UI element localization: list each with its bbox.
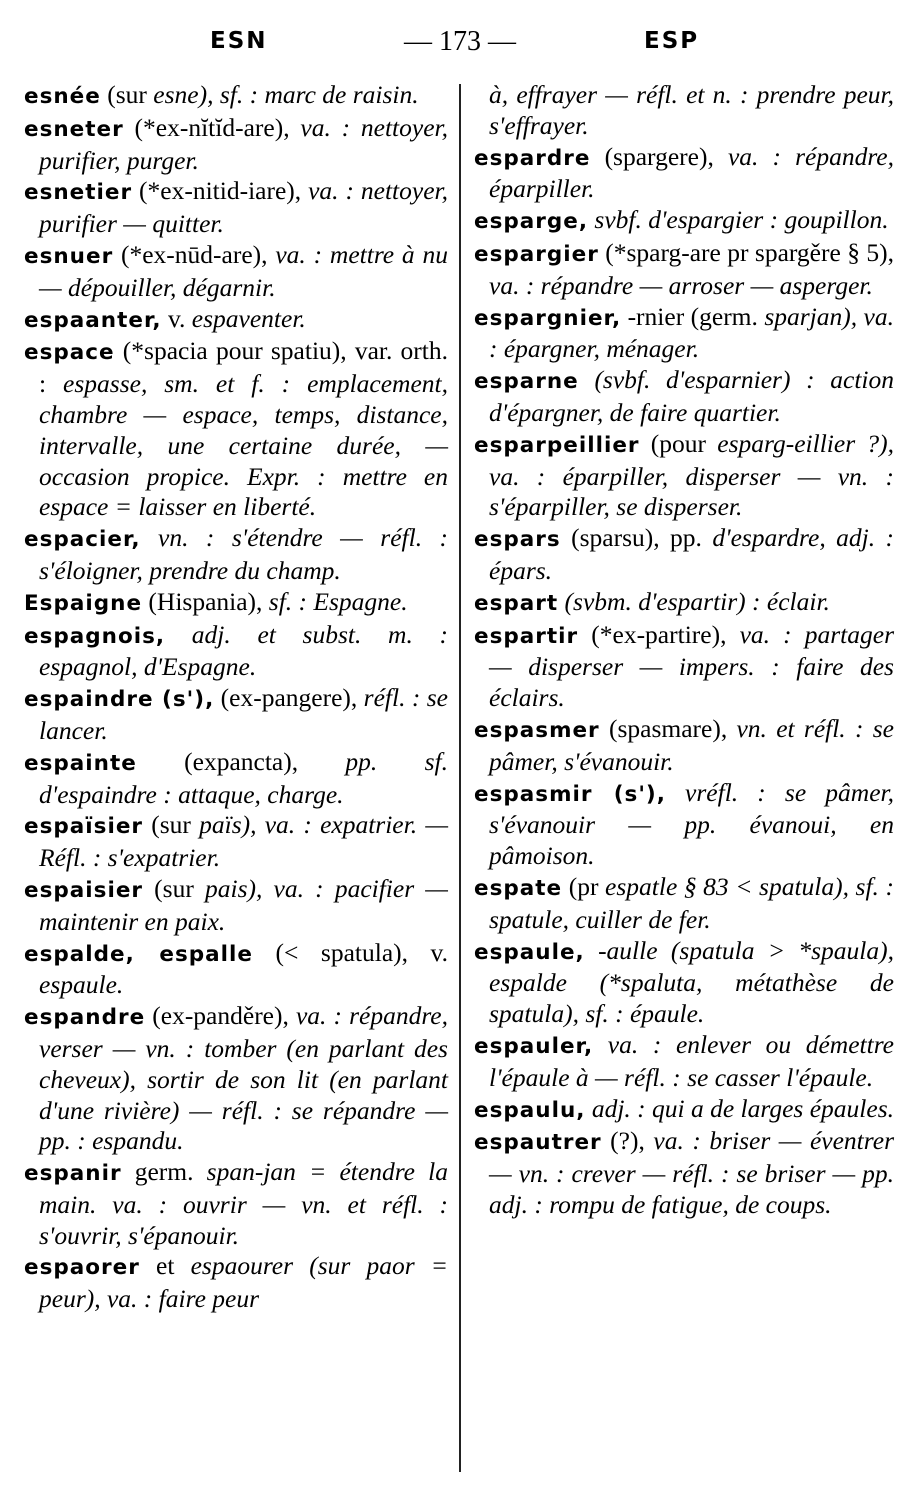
entry-definition: sparjan), va. : épargner, ménager.: [489, 301, 894, 364]
entry-headword: espaanter,: [24, 307, 162, 333]
entry-etymology: (Hispania),: [142, 586, 269, 616]
entry-definition: espasse, sm. et f. : emplacement, chambre — espace, temps, distance, intervalle, une certaine durée, — occasion propice. Expr. : mettre en espace = laisser en liberté.: [39, 369, 448, 522]
entry-definition: va. : partager — disperser — impers. : faire des éclairs.: [489, 619, 894, 713]
entry-etymology: [585, 936, 598, 965]
entry-headword: espartir: [474, 623, 579, 649]
entry-etymology: (spargere),: [590, 141, 728, 171]
dictionary-entry: [24, 80, 448, 113]
entry-definition: esparg-eillier ?), va. : éparpiller, disperser — vn. : s'éparpiller, se disperser.: [489, 428, 894, 522]
entry-headword: espaulu,: [474, 1097, 586, 1123]
entry-etymology: (spasmare),: [599, 713, 737, 743]
entry-headword: esnuer: [24, 243, 114, 269]
dictionary-entry: [24, 1157, 448, 1251]
dictionary-entry: [24, 683, 448, 747]
entry-etymology: [141, 523, 158, 552]
dictionary-entry: [24, 1251, 448, 1315]
entry-headword: espaule,: [474, 939, 585, 965]
dictionary-entry: [24, 304, 448, 337]
dictionary-entry: [474, 365, 894, 429]
dictionary-entry: [474, 1094, 894, 1127]
guide-word-left: ESN: [210, 28, 268, 54]
entry-etymology: (*ex-nūd-are),: [113, 239, 276, 269]
dictionary-entry: [474, 936, 894, 1030]
entry-headword: espasmir (s'),: [474, 781, 666, 807]
entry-etymology: (sur: [100, 80, 154, 109]
entry-etymology: (*ex-nĭtĭd-are),: [123, 112, 301, 142]
entry-headword: esneter: [24, 116, 124, 142]
entry-definition: vréfl. : se pâmer, s'évanouir — pp. évanoui, en pâmoison.: [489, 777, 895, 871]
dictionary-entry: [474, 205, 894, 238]
dictionary-entry: [24, 874, 448, 938]
entry-definition: adj. et subst. m. : espagnol, d'Espagne.: [39, 619, 449, 682]
entry-definition: espatle § 83 < spatula), sf. : spatule, cuiller de fer.: [489, 871, 894, 934]
entry-definition: adj. : qui a de larges épaules.: [591, 1093, 894, 1123]
dictionary-entry: [24, 176, 448, 240]
entry-etymology: (sparsu), pp.: [560, 523, 713, 553]
entry-headword: espandre: [24, 1005, 146, 1031]
entry-definition: va. : répandre, verser — vn. : tomber (en parlant des cheveux), sortir de son lit (en parlant d'une rivière) — réfl. : se répandre — pp. : espandu.: [39, 1001, 448, 1156]
right-column: [474, 80, 894, 1221]
dictionary-entry: [474, 80, 894, 142]
entry-etymology: v.: [161, 303, 192, 333]
entry-headword: espanir: [24, 1161, 122, 1187]
entry-definition: va. : nettoyer, purifier, purger.: [39, 112, 448, 175]
entry-headword: espart: [474, 590, 559, 616]
dictionary-entry: [24, 810, 448, 874]
entry-headword: esparpeillier: [474, 432, 640, 458]
entry-headword: esparge,: [474, 209, 589, 235]
dictionary-entry: [24, 336, 448, 523]
entry-etymology: (*sparg-are pr spargěre § 5),: [598, 237, 894, 267]
entry-definition: vn. et réfl. : se pâmer, s'évanouir.: [489, 713, 894, 776]
entry-definition: espaourer (sur paor = peur), va. : faire peur: [39, 1251, 448, 1314]
entry-definition: vn. : s'étendre — réfl. : s'éloigner, prendre du champ.: [39, 523, 448, 585]
entry-headword: espacier,: [24, 527, 141, 553]
entry-headword: esparne: [474, 369, 579, 395]
dictionary-entry: [24, 938, 448, 1002]
entry-headword: Espaigne: [24, 590, 143, 616]
entry-etymology: (ex-pangere),: [214, 683, 364, 713]
entry-headword: espace: [24, 340, 115, 366]
entry-headword: espaindre (s'),: [24, 687, 215, 713]
entry-headword: espaorer: [24, 1255, 140, 1281]
dictionary-entry: [474, 302, 894, 366]
entry-definition: à, effrayer — réfl. et n. : prendre peur, s'effrayer.: [489, 80, 894, 140]
entry-headword: espagnois,: [24, 623, 166, 649]
page-number: — 173 —: [404, 26, 516, 57]
entry-headword: espalde, espalle: [24, 941, 254, 967]
entry-headword: espardre: [474, 145, 591, 171]
entry-headword: esnée: [24, 84, 101, 109]
entry-definition: pp. sf. d'espaindre : attaque, charge.: [39, 746, 448, 809]
entry-headword: espars: [474, 527, 561, 553]
entry-definition: espaventer.: [191, 303, 306, 333]
entry-definition: va. : briser — éventrer — vn. : crever — réfl. : se briser — pp. adj. : rompu de fatigue, de coups.: [489, 1126, 894, 1219]
entry-definition: (svbm. d'espartir) : éclair.: [564, 586, 830, 616]
guide-word-right: ESP: [644, 28, 700, 54]
dictionary-entry: [474, 587, 894, 620]
left-column: [24, 80, 448, 1315]
dictionary-entry: [24, 113, 448, 177]
dictionary-entry: [24, 1001, 448, 1157]
entry-etymology: (?),: [601, 1126, 654, 1156]
entry-etymology: [579, 365, 595, 394]
dictionary-entry: [474, 238, 894, 302]
entry-headword: espargnier,: [474, 305, 622, 331]
dictionary-entry: [474, 429, 894, 523]
entry-definition: esne), sf. : marc de raisin.: [153, 80, 419, 109]
entry-etymology: (ex-panděre),: [145, 1001, 296, 1031]
dictionary-entry: [474, 523, 894, 587]
entry-definition: pais), va. : pacifier — maintenir en paix.: [39, 873, 448, 936]
entry-definition: va. : enlever ou démettre l'épaule à — réfl. : se casser l'épaule.: [489, 1029, 895, 1092]
entry-etymology: germ.: [121, 1157, 207, 1187]
dictionary-entry: [474, 1126, 894, 1220]
entry-headword: espaïsier: [24, 814, 143, 840]
entry-etymology: (*ex-partire),: [578, 619, 740, 649]
page-header: [0, 22, 924, 68]
entry-etymology: (sur: [143, 873, 205, 903]
dictionary-entry: [474, 714, 894, 778]
entry-definition: svbf. d'espargier : goupillon.: [594, 205, 889, 235]
dictionary-entry: [24, 240, 448, 304]
entry-definition: va. : nettoyer, purifier — quitter.: [39, 176, 448, 239]
entry-etymology: et: [139, 1251, 191, 1281]
entry-definition: réfl. : se lancer.: [39, 683, 448, 745]
entry-etymology: (sur: [143, 810, 200, 840]
entry-headword: esnetier: [24, 180, 133, 206]
entry-headword: espate: [474, 875, 563, 901]
dictionary-entry: [474, 778, 894, 872]
dictionary-entry: [24, 620, 448, 684]
entry-definition: sf. : Espagne.: [268, 586, 408, 616]
dictionary-entry: [474, 142, 894, 206]
entry-etymology: (pour: [639, 428, 718, 458]
entry-etymology: [165, 620, 192, 649]
entry-etymology: [666, 778, 685, 807]
dictionary-entry: [474, 620, 894, 714]
entry-etymology: (*spacia pour spatiu), var. orth. :: [39, 336, 448, 399]
entry-definition: d'espardre, adj. : épars.: [489, 523, 895, 585]
entry-definition: span-jan = étendre la main. va. : ouvrir — vn. et réfl. : s'ouvrir, s'épanouir.: [39, 1157, 448, 1250]
entry-headword: espautrer: [474, 1130, 602, 1156]
entry-etymology: (expancta),: [136, 746, 346, 776]
entry-headword: espauler,: [474, 1033, 594, 1059]
entry-etymology: (< spatula), v.: [253, 937, 448, 967]
entry-headword: espainte: [24, 750, 137, 776]
dictionary-entry: [474, 872, 894, 936]
column-divider: [459, 84, 461, 1472]
entry-definition: -aulle (spatula > *spaula), espalde (*spaluta, métathèse de spatula), sf. : épaule.: [489, 935, 895, 1029]
entry-headword: espargier: [474, 241, 599, 267]
dictionary-entry: [24, 747, 448, 811]
entry-definition: (svbf. d'esparnier) : action d'épargner, de faire quartier.: [489, 365, 895, 427]
entry-headword: espasmer: [474, 717, 600, 743]
entry-headword: espaisier: [24, 877, 143, 903]
entry-etymology: [593, 1030, 608, 1059]
entry-etymology: (pr: [562, 871, 606, 901]
entry-definition: va. : mettre à nu — dépouiller, dégarnir.: [39, 239, 448, 302]
entry-definition: va. : répandre, éparpiller.: [489, 141, 894, 204]
entry-etymology: -rnier (germ.: [621, 301, 765, 331]
dictionary-entry: [24, 523, 448, 587]
dictionary-entry: [474, 1030, 894, 1094]
entry-etymology: (*ex-nitid-iare),: [132, 176, 309, 206]
entry-definition: va. : répandre — arroser — asperger.: [489, 270, 873, 300]
entry-definition: païs), va. : expatrier. — Réfl. : s'expatrier.: [39, 810, 448, 873]
entry-definition: espaule.: [39, 970, 124, 1000]
dictionary-entry: [24, 587, 448, 620]
